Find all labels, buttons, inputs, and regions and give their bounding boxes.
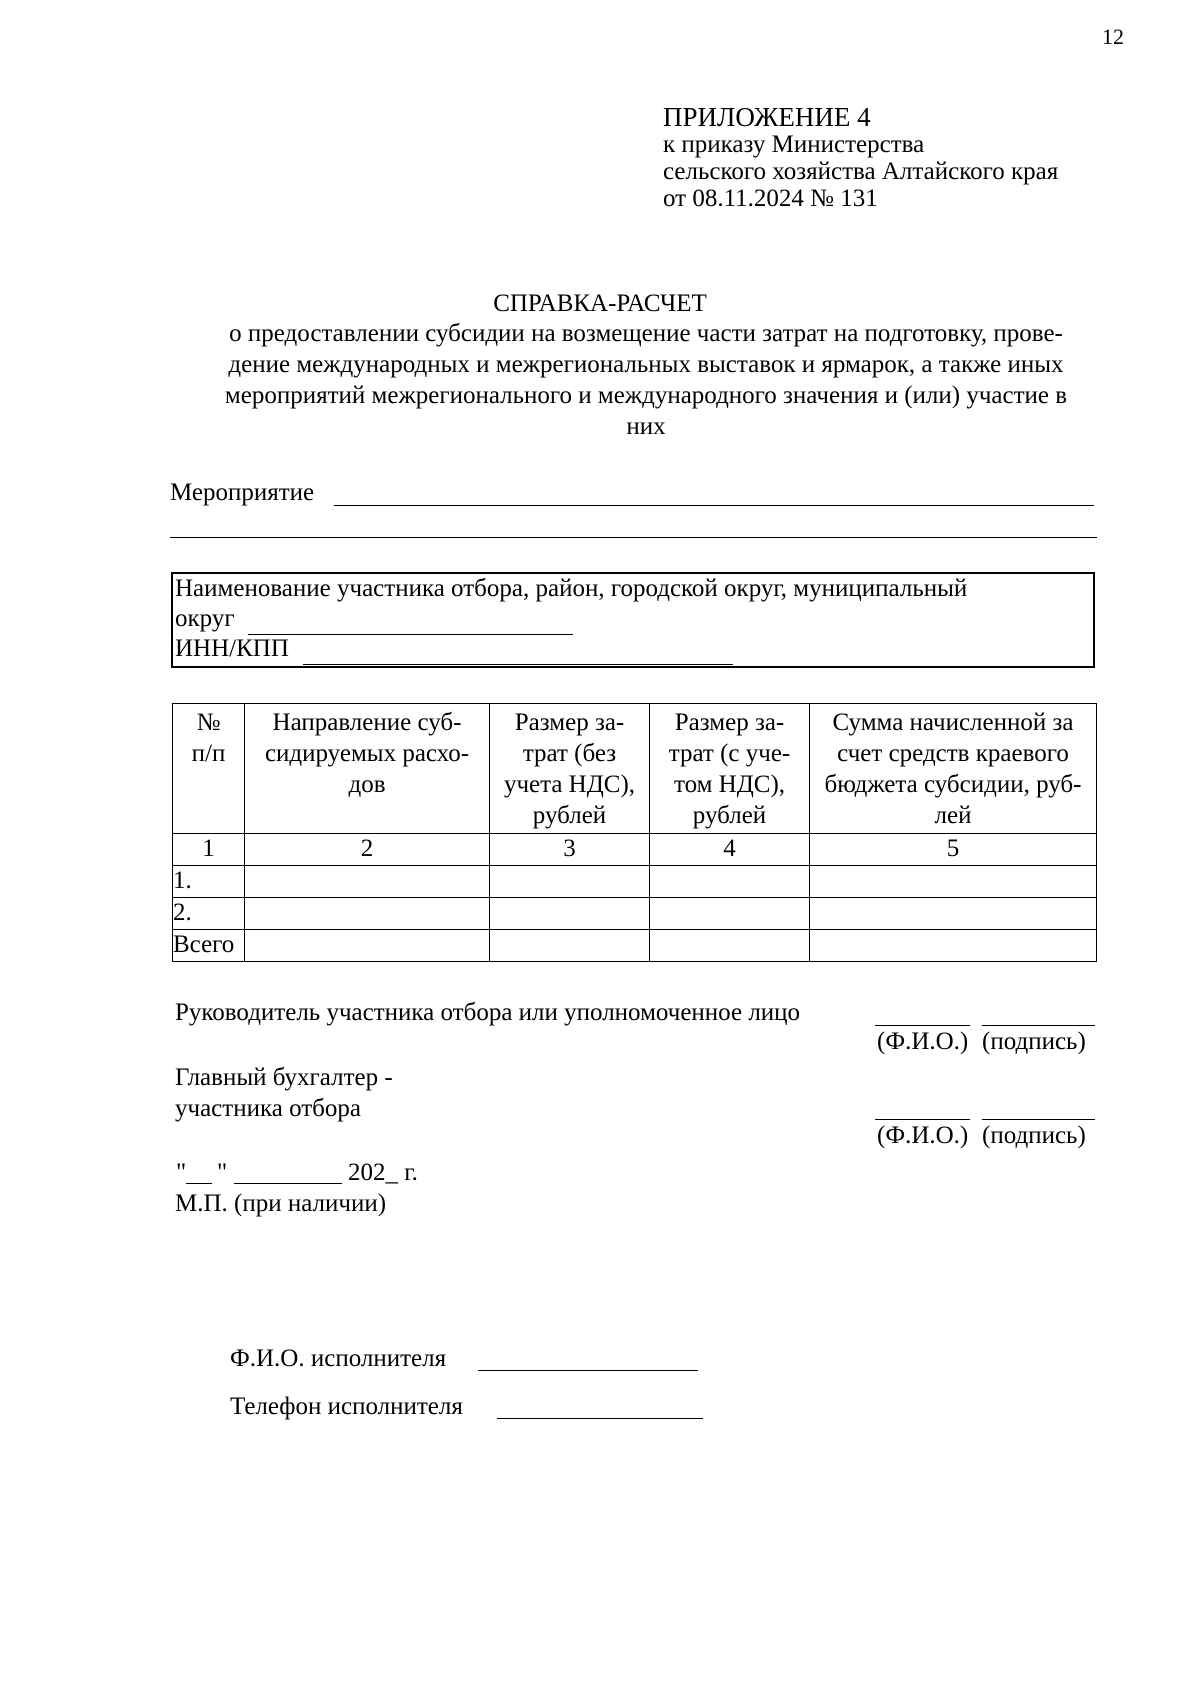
subtitle-line: дение международных и межрегиональных выставок и ярмарок, а также иных	[228, 351, 1064, 378]
total-label: Всего	[173, 930, 245, 962]
participant-name-label: Наименование участника отбора, район, городской округ, муниципальный	[175, 575, 968, 602]
table-cell[interactable]	[650, 898, 810, 930]
header-number: № п/п	[173, 704, 245, 834]
column-number: 2	[245, 834, 490, 866]
appendix-order-date: от 08.11.2024 № 131	[663, 185, 878, 212]
accountant-label-2: участника отбора	[175, 1095, 361, 1122]
date-quote-open: "	[176, 1159, 187, 1186]
header-subsidy-sum: Сумма начисленной за счет средств краевого бюджета субсидии, руб- лей	[810, 704, 1097, 834]
document-subtitle	[168, 318, 1124, 442]
stamp-label: М.П. (при наличии)	[175, 1190, 387, 1217]
header-cost-with-vat: Размер за- трат (с уче- том НДС), рублей	[650, 704, 810, 834]
row-number: 1.	[173, 866, 245, 898]
table-cell[interactable]	[245, 898, 490, 930]
appendix-title: ПРИЛОЖЕНИЕ 4	[663, 102, 871, 132]
appendix-line: сельского хозяйства Алтайского края	[663, 158, 1059, 185]
subtitle-line: них	[626, 413, 666, 440]
inn-kpp-field[interactable]	[303, 664, 733, 665]
event-field-line[interactable]	[334, 505, 1094, 506]
column-number-row	[173, 834, 1097, 866]
page-number: 12	[1102, 24, 1124, 49]
head-signature-line[interactable]	[982, 1025, 1095, 1026]
table-cell[interactable]	[810, 866, 1097, 898]
accountant-fio-line[interactable]	[875, 1119, 970, 1120]
table-row	[173, 866, 1097, 898]
table-row	[173, 898, 1097, 930]
table-cell[interactable]	[650, 866, 810, 898]
column-number: 5	[810, 834, 1097, 866]
table-cell[interactable]	[490, 866, 650, 898]
date-day-field[interactable]	[186, 1183, 212, 1184]
column-number: 3	[490, 834, 650, 866]
table-cell[interactable]	[245, 866, 490, 898]
table-cell[interactable]	[810, 930, 1097, 962]
appendix-line: к приказу Министерства	[663, 131, 925, 158]
head-label: Руководитель участника отбора или уполномоченное лицо	[175, 999, 801, 1026]
participant-okrug-label: округ	[175, 605, 235, 632]
accountant-fio-caption: (Ф.И.О.)	[877, 1122, 969, 1149]
table-cell[interactable]	[810, 898, 1097, 930]
date-year: 202_ г.	[348, 1159, 418, 1186]
executor-name-label: Ф.И.О. исполнителя	[230, 1345, 447, 1372]
accountant-label: Главный бухгалтер -	[175, 1064, 393, 1091]
inn-kpp-label: ИНН/КПП	[175, 635, 289, 662]
table-cell[interactable]	[650, 930, 810, 962]
header-cost-without-vat: Размер за- трат (без учета НДС), рублей	[490, 704, 650, 834]
table-cell[interactable]	[490, 898, 650, 930]
executor-name-field[interactable]	[478, 1370, 698, 1371]
calculation-table	[172, 703, 1097, 962]
accountant-signature-caption: (подпись)	[982, 1122, 1086, 1149]
event-label: Мероприятие	[170, 479, 315, 506]
table-header-row	[173, 704, 1097, 834]
row-number: 2.	[173, 898, 245, 930]
table-total-row	[173, 930, 1097, 962]
date-month-field[interactable]	[234, 1183, 342, 1184]
head-fio-line[interactable]	[875, 1025, 970, 1026]
column-number: 4	[650, 834, 810, 866]
header-direction: Направление суб- сидируемых расхо- дов	[245, 704, 490, 834]
executor-phone-field[interactable]	[497, 1418, 703, 1419]
participant-box	[171, 572, 1095, 668]
head-signature-caption: (подпись)	[982, 1028, 1086, 1055]
event-field-line-2[interactable]	[170, 537, 1097, 538]
document-title: СПРАВКА-РАСЧЕТ	[493, 290, 707, 317]
table-cell[interactable]	[245, 930, 490, 962]
executor-phone-label: Телефон исполнителя	[230, 1393, 463, 1420]
participant-name-field[interactable]	[248, 634, 573, 635]
table-cell[interactable]	[490, 930, 650, 962]
subtitle-line: о предоставлении субсидии на возмещение части затрат на подготовку, прове-	[229, 320, 1063, 347]
appendix-block	[663, 104, 1058, 212]
column-number: 1	[173, 834, 245, 866]
head-fio-caption: (Ф.И.О.)	[877, 1028, 969, 1055]
accountant-signature-line[interactable]	[982, 1119, 1095, 1120]
subtitle-line: мероприятий межрегионального и международного значения и (или) участие в	[224, 382, 1068, 409]
date-quote-close: "	[217, 1159, 228, 1186]
